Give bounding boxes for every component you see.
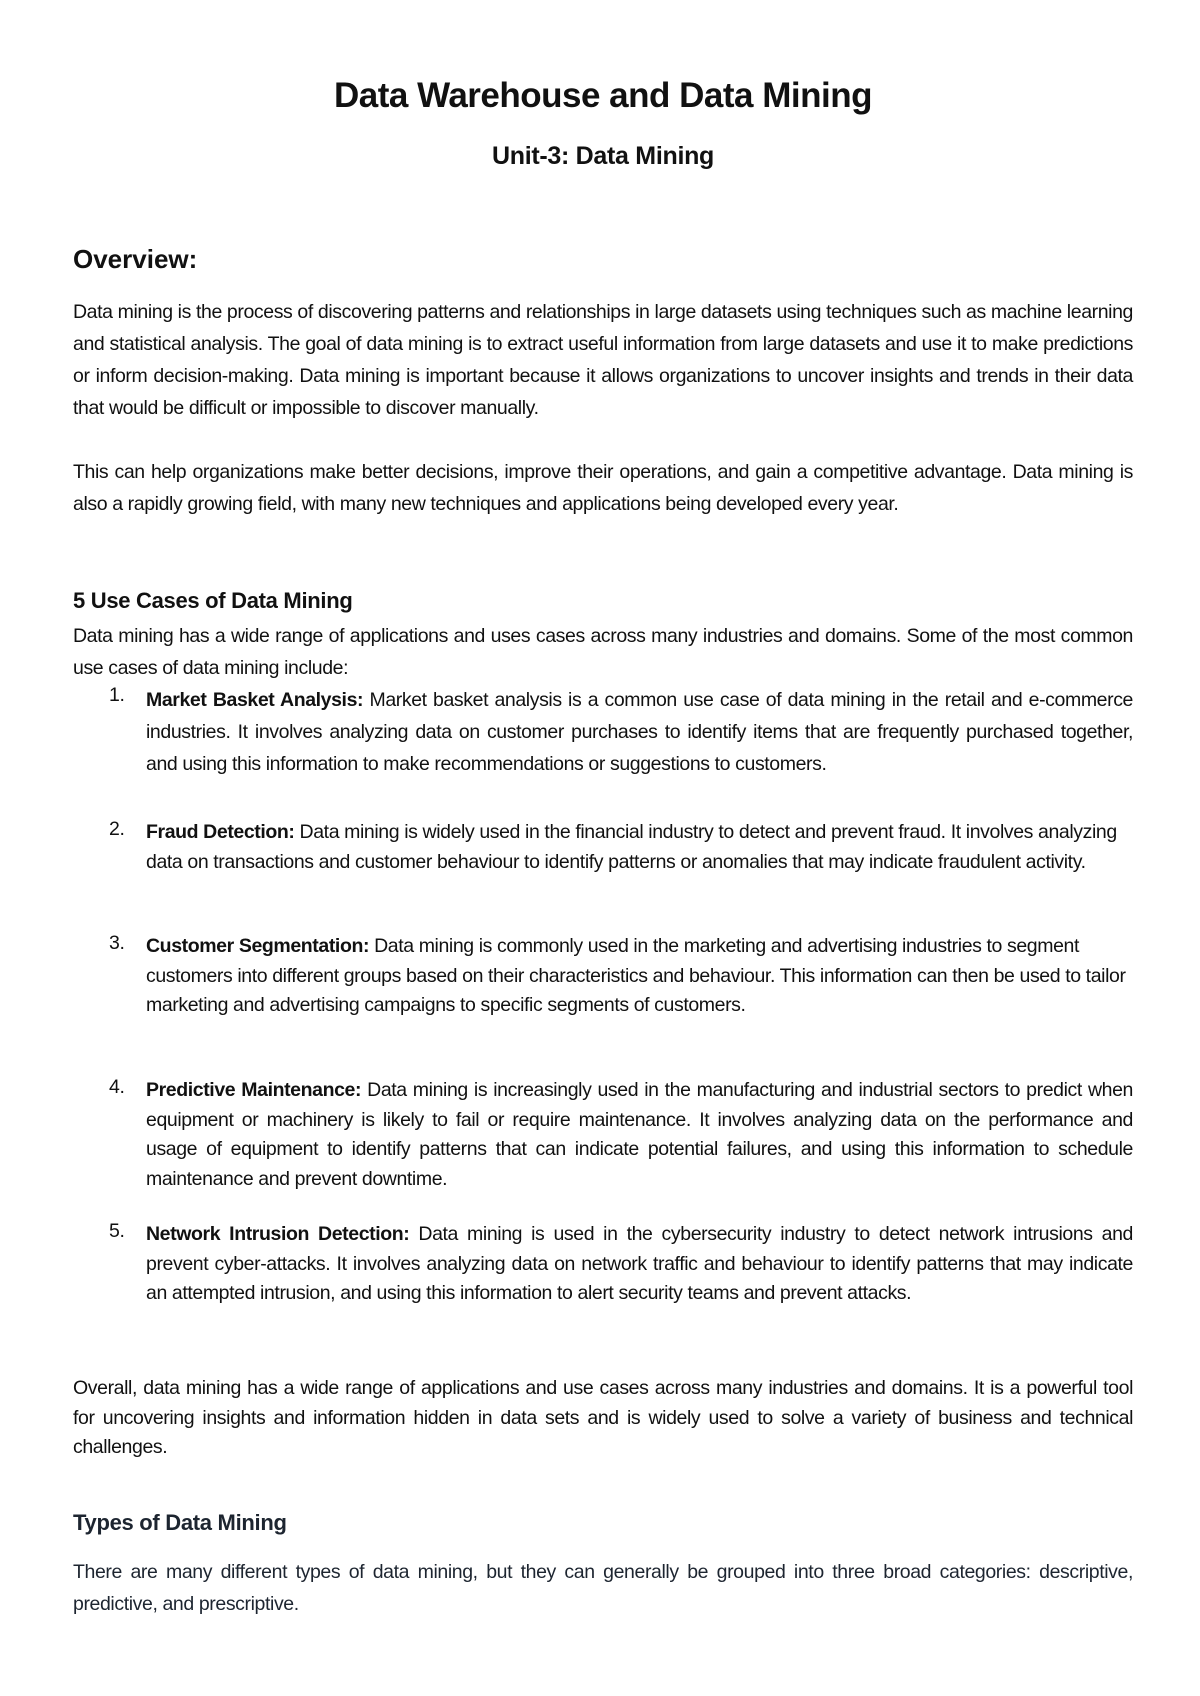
overview-paragraph-1: Data mining is the process of discovering patterns and relationships in large datasets using techniques such as machine learning and statistical analysis. The goal of data mining is to extract useful information from large datasets and use it to make predictions or inform decision-making. Data mining is important because it allows organizations to uncover insights and trends in their data that would be difficult or impossible to discover manually. bbox=[73, 301, 1133, 419]
use-cases-intro: Data mining has a wide range of applications and uses cases across many industries and domains. Some of the most common use cases of data mining include: bbox=[73, 625, 1133, 679]
list-item-term: Customer Segmentation: bbox=[146, 935, 370, 957]
list-item-text: Data mining is used in the cybersecurity industry to detect network intrusions and prevent cyber-attacks. It involves analyzing data on network traffic and behaviour to identify patterns that may indicate an attempted intrusion, and using this information to alert security teams and prevent attacks. bbox=[146, 1223, 1133, 1304]
document-subtitle: Unit-3: Data Mining bbox=[491, 142, 715, 170]
overview-paragraph-2: This can help organizations make better decisions, improve their operations, and gain a competitive advantage. Data mining is also a rapidly growing field, with many new techniques and applications being developed every year. bbox=[73, 461, 1133, 515]
types-paragraph: There are many different types of data mining, but they can generally be grouped into three broad categories: descriptive, predictive, and prescriptive. bbox=[73, 1561, 1133, 1615]
list-item-text: Market basket analysis is a common use case of data mining in the retail and e-commerce industries. It involves analyzing data on customer purchases to identify items that are frequently purchased together, and using this information to make recommendations or suggestions to customers. bbox=[146, 689, 1133, 775]
list-item-text: Data mining is commonly used in the marketing and advertising industries to segment customers into different groups based on their characteristics and behaviour. This information can then be used to tailor marketing and advertising campaigns to specific segments of customers. bbox=[146, 935, 1126, 1016]
list-number: 5. bbox=[109, 1220, 125, 1242]
document-title: Data Warehouse and Data Mining bbox=[334, 76, 872, 115]
list-item-term: Network Intrusion Detection: bbox=[146, 1223, 410, 1245]
list-item-term: Predictive Maintenance: bbox=[146, 1079, 362, 1101]
list-item-body bbox=[146, 1076, 1133, 1194]
list-item-body bbox=[146, 1220, 1133, 1309]
list-item-body bbox=[146, 932, 1133, 1021]
list-item-body bbox=[146, 684, 1133, 780]
list-number: 1. bbox=[109, 684, 125, 706]
use-cases-conclusion: Overall, data mining has a wide range of applications and use cases across many industries and domains. It is a powerful tool for uncovering insights and information hidden in data sets and is widely used to solve a variety of business and technical challenges. bbox=[73, 1377, 1133, 1458]
list-item-text: Data mining is increasingly used in the manufacturing and industrial sectors to predict when equipment or machinery is likely to fail or require maintenance. It involves analyzing data on the performance and usage of equipment to identify patterns that can indicate potential failures, and using this information to schedule maintenance and prevent downtime. bbox=[146, 1079, 1133, 1190]
overview-heading: Overview: bbox=[73, 244, 198, 274]
list-item-term: Market Basket Analysis: bbox=[146, 689, 364, 711]
list-item-body bbox=[146, 818, 1133, 877]
list-number: 4. bbox=[109, 1076, 125, 1098]
list-item-text: Data mining is widely used in the financial industry to detect and prevent fraud. It involves analyzing data on transactions and customer behaviour to identify patterns or anomalies that may indicate fraudulent activity. bbox=[146, 821, 1117, 873]
types-heading: Types of Data Mining bbox=[73, 1510, 287, 1535]
list-number: 2. bbox=[109, 818, 125, 840]
list-item-term: Fraud Detection: bbox=[146, 821, 295, 843]
use-cases-heading: 5 Use Cases of Data Mining bbox=[73, 588, 353, 613]
list-number: 3. bbox=[109, 932, 125, 954]
